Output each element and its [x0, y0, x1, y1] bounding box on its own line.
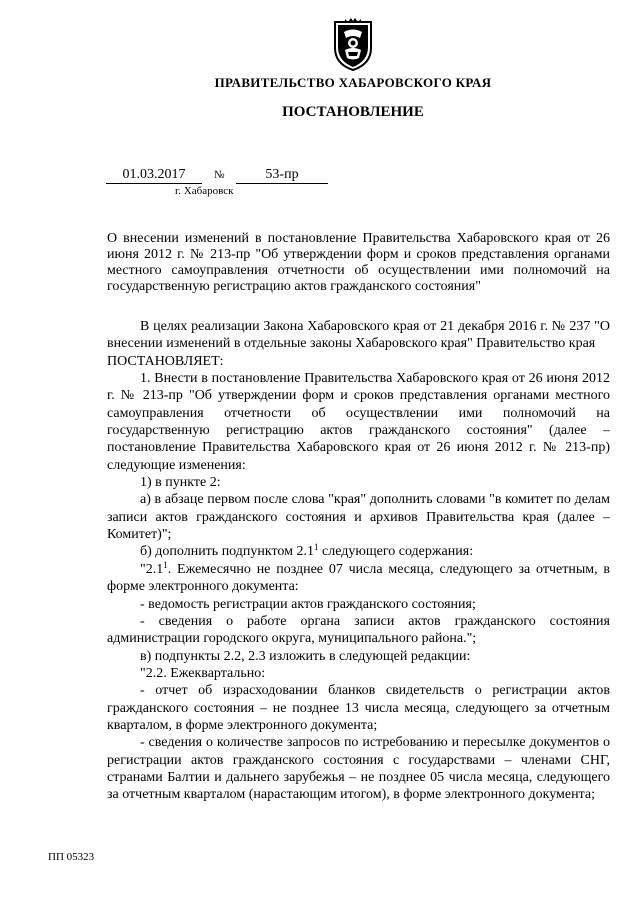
body-paragraph: - отчет об израсходовании бланков свидетельств о регистрации актов гражданского состояния – не позднее 13 числа месяца, следующего за отчетным кварталом, в форме электронного документа;	[107, 683, 610, 733]
document-type-heading: ПОСТАНОВЛЕНИЕ	[282, 104, 424, 120]
document-number: 53-пр	[236, 166, 328, 184]
number-sign: №	[214, 169, 225, 181]
document-city: г. Хабаровск	[175, 185, 234, 197]
superscript: 1	[163, 559, 168, 570]
superscript: 1	[314, 542, 319, 553]
document-body	[107, 318, 610, 804]
paragraph-text: "2.1	[140, 561, 164, 577]
preamble-paragraph: В целях реализации Закона Хабаровского края от 21 декабря 2016 г. № 237 "О внесении изменений в отдельные законы Хабаровского края" Правительство края	[107, 319, 610, 352]
body-paragraph: "2.2. Ежеквартально:	[140, 665, 266, 681]
body-paragraph	[107, 543, 610, 560]
document-date: 01.03.2017	[106, 166, 202, 184]
body-paragraph: 1) в пункте 2:	[140, 475, 221, 491]
body-paragraph: 1. Внести в постановление Правительства Хабаровского края от 26 июня 2012 г. № 213-пр "Об утверждении форм и сроков представления органами местного самоуправления отчетности об осуществлении ими полномочий на государственную регистрацию актов гражданского состояния" (далее – постановление Правительства Хабаровского края от 26 июня 2012 г. № 213-пр) следующие изменения:	[107, 371, 610, 473]
body-paragraph: - сведения о работе органа записи актов гражданского состояния администрации городского округа, муниципального района.";	[107, 613, 610, 647]
paragraph-text: б) дополнить подпунктом 2.1	[140, 544, 315, 560]
paragraph-text: следующего содержания:	[318, 544, 474, 560]
resolves-line: ПОСТАНОВЛЯЕТ:	[107, 353, 224, 369]
organization-header: ПРАВИТЕЛЬСТВО ХАБАРОВСКОГО КРАЯ	[214, 75, 492, 90]
body-paragraph: - сведения о количестве запросов по истребованию и пересылке документов о регистрации актов гражданского состояния с государствами – членами СНГ, странами Балтии и дальнего зарубежья – не позднее 05 числа месяца, следующего за отчетным кварталом (нарастающим итогом), в форме электронного документа;	[107, 735, 610, 803]
document-title: О внесении изменений в постановление Правительства Хабаровского края от 26 июня 2012 г. № 213-пр "Об утверждении форм и сроков представления органами местного самоуправления отчетности об осуществлении ими полномочий на государственную регистрацию актов гражданского состояния"	[107, 231, 610, 294]
coat-of-arms-icon	[331, 16, 375, 72]
body-paragraph	[107, 561, 610, 596]
document-code: ПП 05323	[48, 851, 95, 863]
body-paragraph: в) подпункты 2.2, 2.3 изложить в следующей редакции:	[140, 648, 471, 664]
paragraph-text: . Ежемесячно не позднее 07 числа месяца, следующего за отчетным, в форме электронного документа:	[107, 561, 610, 595]
body-paragraph: а) в абзаце первом после слова "края" дополнить словами "в комитет по делам записи актов гражданского состояния и архивов Правительства края (далее – Комитет)";	[107, 492, 610, 543]
body-paragraph: - ведомость регистрации актов гражданского состояния;	[140, 596, 476, 612]
